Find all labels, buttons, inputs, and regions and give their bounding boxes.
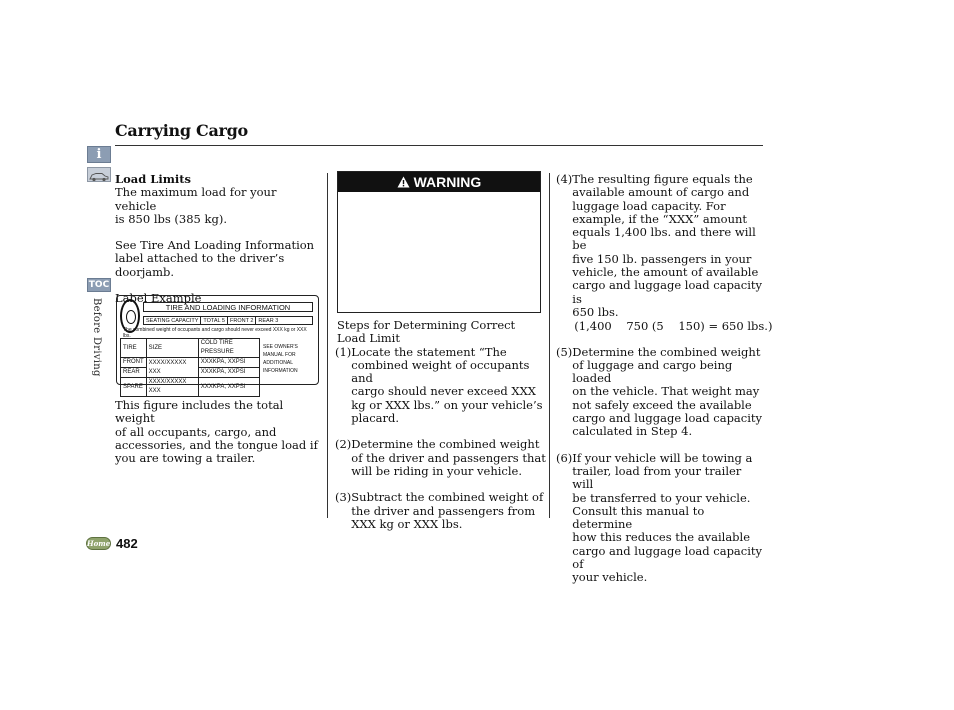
column-divider [549, 173, 550, 518]
list-item: (3) Subtract the combined weight of the driver and passengers from XXX kg or XXX lbs. [335, 490, 544, 531]
list-item: (5) Determine the combined weight of luggage and cargo being loaded on the vehicle. That weight may not safely exceed the available cargo and luggage load capacity calculated in Step 4. [556, 344, 763, 439]
paragraph: The maximum load for your vehicle is 850 lbs (385 kg). [115, 185, 277, 226]
tire-loading-label-figure [116, 295, 319, 394]
table-row: REAR XXXKPA, XXPSI [121, 368, 260, 378]
label-note: The combined weight of occupants and cargo should never exceed XXX kg or XXX lbs. [123, 327, 307, 339]
list-item: (4) The resulting figure equals the available amount of cargo and luggage load capacity. For example, if the “XXX” amount equals 1,400 lbs. and there will be five 150 lb. passengers in your vehicle, the amount of available cargo and luggage load capacity is 650 lbs. (1,400 750 (5 150) = 650 lbs.) [556, 172, 773, 334]
toc-icon[interactable]: TOC [88, 280, 110, 290]
paragraph: This figure includes the total weight of all occupants, cargo, and accessories, and the tongue load if you are towing a trailer. [115, 398, 318, 466]
column-1 [115, 173, 320, 305]
home-icon[interactable]: Home [87, 539, 111, 548]
label-side-note: SEE OWNER'S MANUAL FOR ADDITIONAL INFORMATION [263, 344, 298, 374]
seating-capacity-row: SEATING CAPACITY TOTAL 5 FRONT 2 REAR 3 [143, 316, 313, 325]
table-row: SPARE XXXX/XXXXX XXX XXXKPA, XXPSI [121, 378, 260, 397]
tire-pressure-table [120, 338, 260, 397]
warning-triangle-icon [397, 174, 414, 190]
column-divider [327, 173, 328, 518]
formula: (1,400 750 (5 150) = 650 lbs.) [574, 319, 773, 334]
column-3-steps [556, 172, 773, 585]
warning-box [337, 171, 541, 313]
car-icon[interactable] [87, 167, 111, 182]
paragraph: See Tire And Loading Information label attached to the driver’s doorjamb. [115, 238, 315, 279]
steps-heading: Steps for Determining Correct Load Limit [337, 318, 516, 346]
title-divider [115, 145, 763, 146]
warning-header: WARNING [338, 172, 540, 192]
figure-caption: Label Example [115, 291, 202, 306]
section-label: Before Driving [91, 298, 102, 377]
list-item: (6) If your vehicle will be towing a trailer, load from your trailer will be transferred to your vehicle. Consult this manual to determine how this reduces the available cargo and luggage load capacity of your vehicle. [556, 450, 763, 585]
page-title: Carrying Cargo [115, 121, 248, 140]
list-item: (2) Determine the combined weight of the driver and passengers that will be riding in your vehicle. [335, 437, 546, 478]
page-number: 482 [116, 536, 138, 551]
column-2-steps [337, 319, 547, 531]
section-heading: Load Limits [115, 172, 192, 186]
table-row: TIRE SIZE COLD TIRE PRESSURE [121, 339, 260, 358]
info-icon[interactable]: i [87, 146, 111, 163]
table-row: FRONT XXXX/XXXXX XXX XXXKPA, XXPSI [121, 358, 260, 368]
list-item: (1) Locate the statement “The combined weight of occupants and cargo should never exceed XXX kg or XXX lbs.” on your vehicle’s placard. [335, 344, 543, 426]
label-title: TIRE AND LOADING INFORMATION [143, 302, 313, 312]
